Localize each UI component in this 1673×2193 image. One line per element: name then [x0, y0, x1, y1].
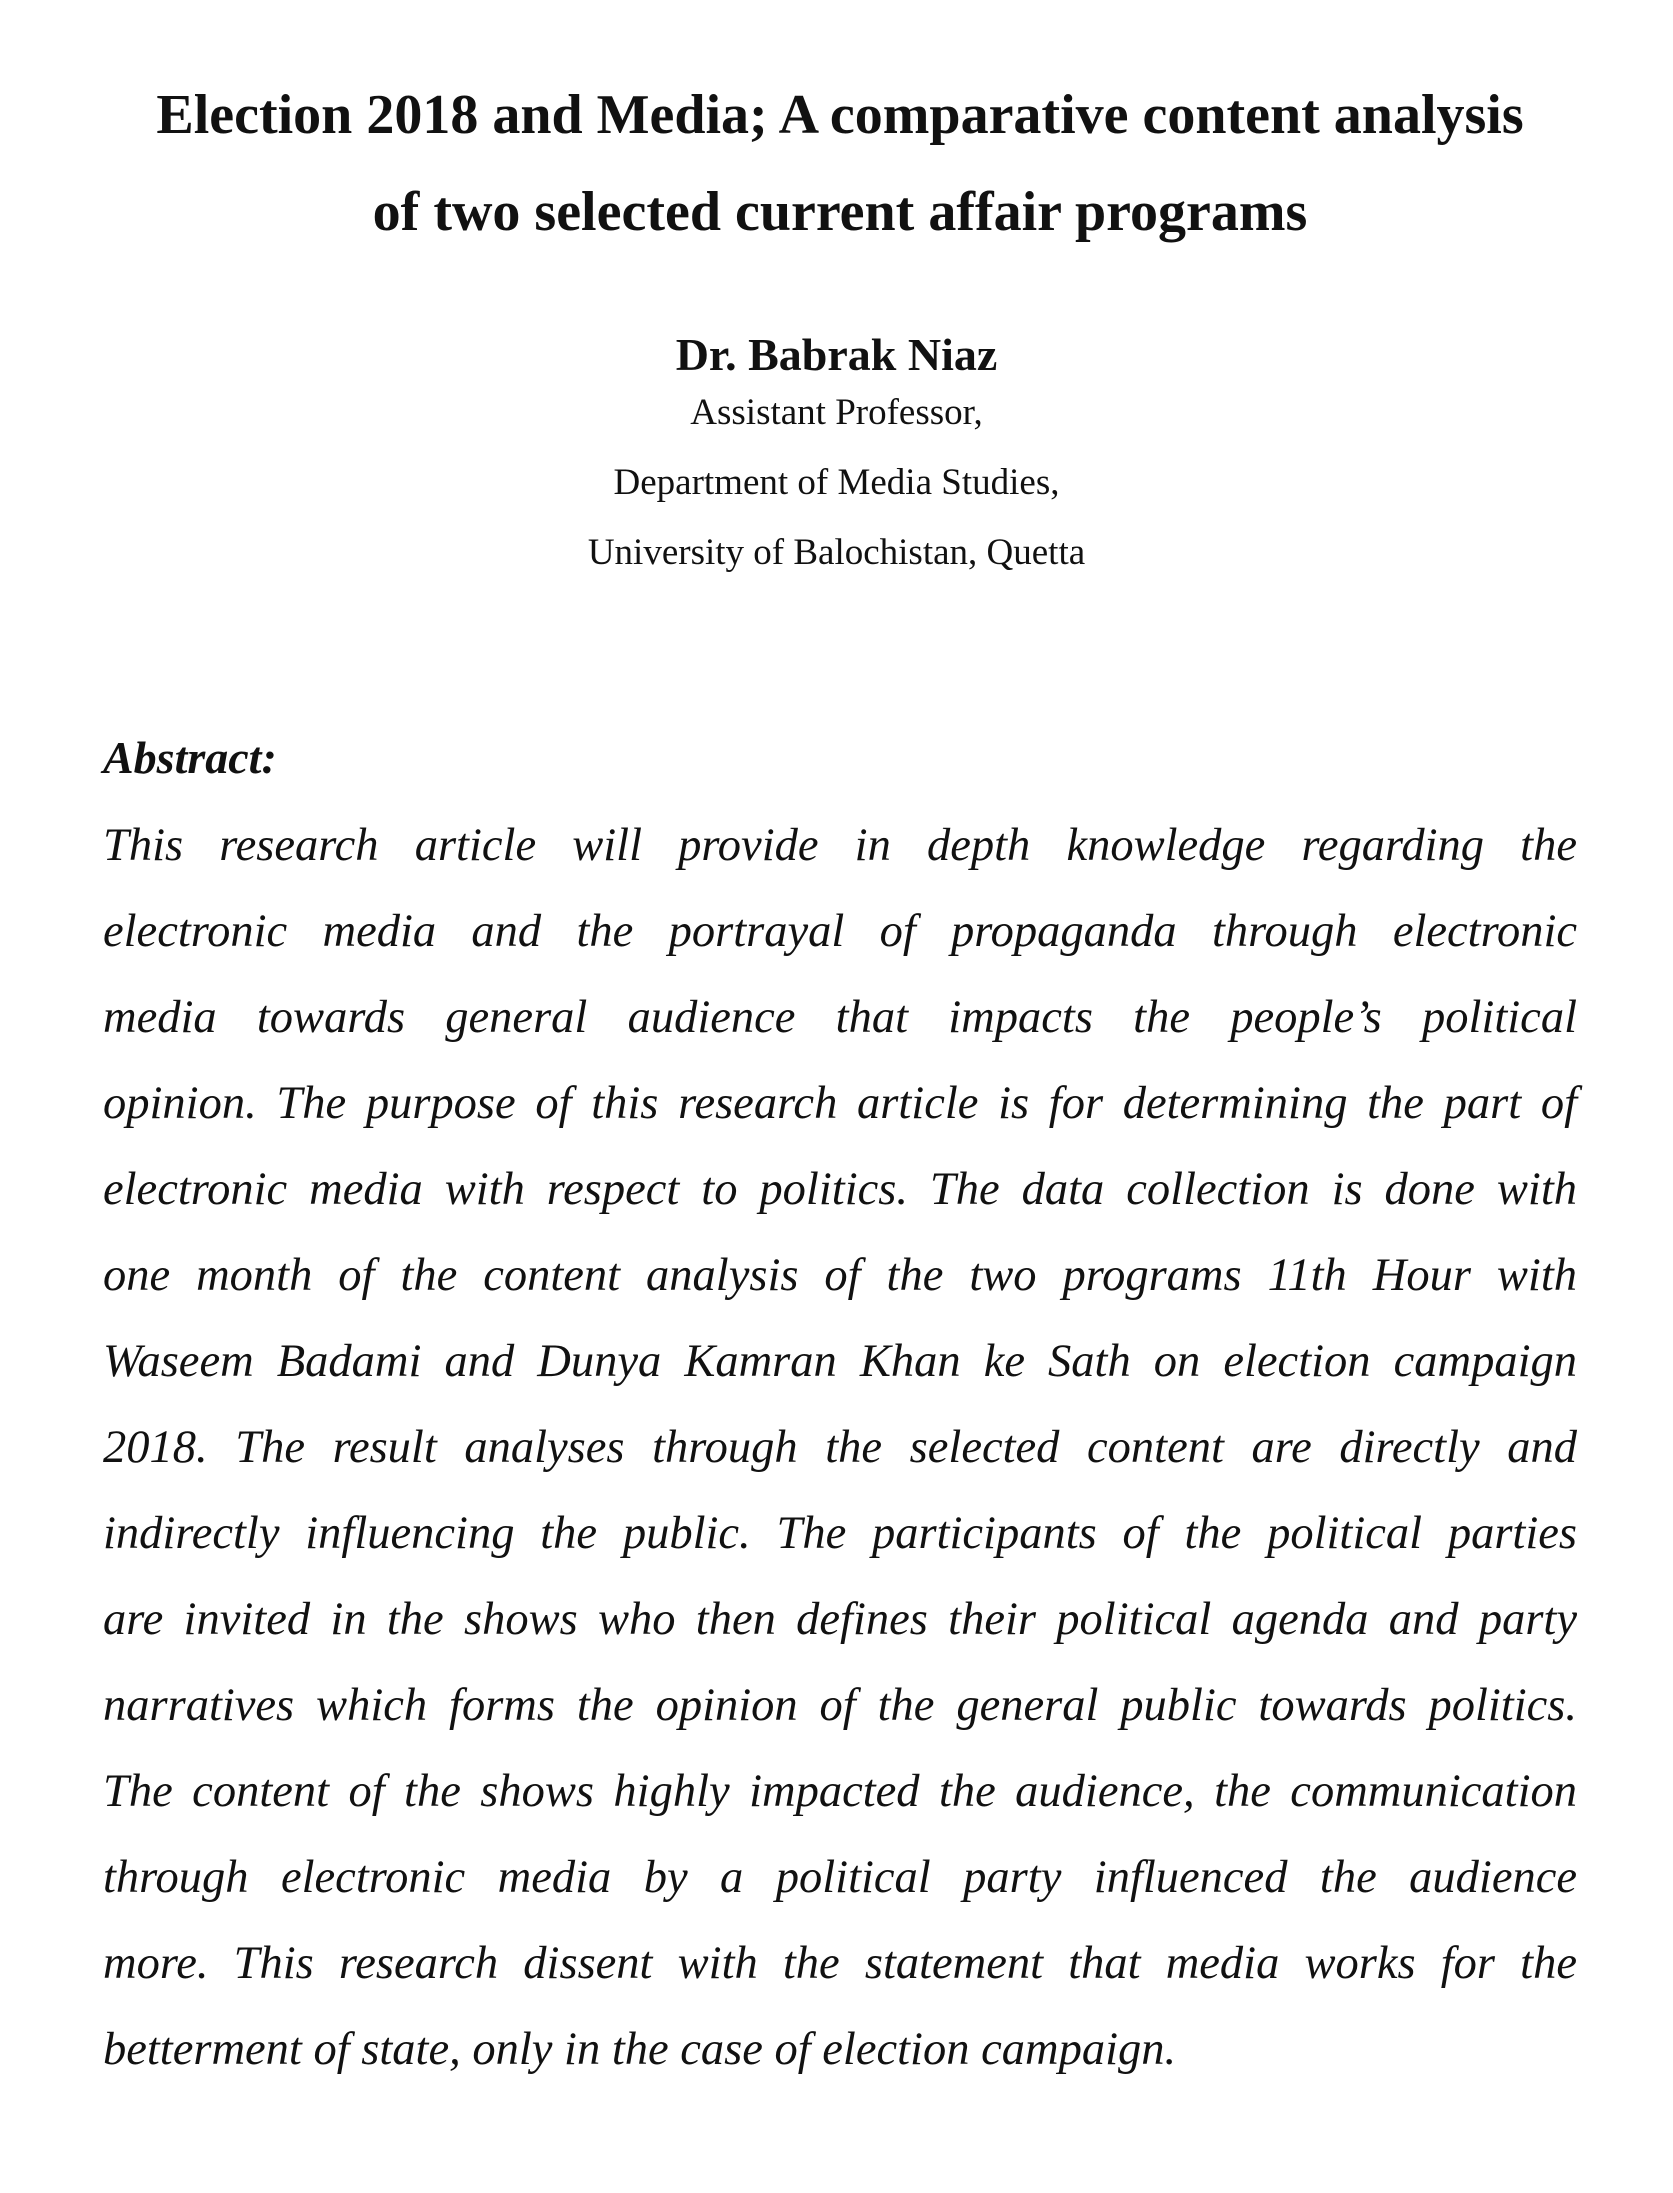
- abstract-line: The content of the shows highly impacted the audience, the communication: [103, 1766, 1577, 1817]
- abstract-heading: Abstract:: [103, 732, 277, 783]
- abstract-line-last: betterment of state, only in the case of election campaign.: [103, 2024, 1177, 2075]
- author-name: Dr. Babrak Niaz: [675, 329, 998, 380]
- abstract-body: [103, 803, 1577, 2093]
- abstract-line: more. This research dissent with the statement that media works for the: [103, 1938, 1577, 1989]
- abstract-line: electronic media and the portrayal of propaganda through electronic: [103, 906, 1577, 957]
- abstract-line: indirectly influencing the public. The participants of the political parties: [103, 1508, 1577, 1559]
- abstract-line: This research article will provide in depth knowledge regarding the: [103, 820, 1577, 871]
- abstract-line: Waseem Badami and Dunya Kamran Khan ke Sath on election campaign: [103, 1336, 1577, 1387]
- abstract-line: 2018. The result analyses through the selected content are directly and: [103, 1422, 1577, 1473]
- abstract-line: electronic media with respect to politics. The data collection is done with: [103, 1164, 1577, 1215]
- abstract-line: opinion. The purpose of this research article is for determining the part of: [103, 1078, 1577, 1129]
- author-department: Department of Media Studies,: [613, 462, 1060, 503]
- paper-title-line-1: Election 2018 and Media; A comparative content analysis: [156, 84, 1524, 146]
- author-position: Assistant Professor,: [690, 392, 983, 433]
- author-university: University of Balochistan, Quetta: [587, 532, 1086, 573]
- abstract-line: through electronic media by a political party influenced the audience: [103, 1852, 1577, 1903]
- abstract-line: media towards general audience that impacts the people’s political: [103, 992, 1577, 1043]
- abstract-line: one month of the content analysis of the two programs 11th Hour with: [103, 1250, 1577, 1301]
- abstract-line: narratives which forms the opinion of the general public towards politics.: [103, 1680, 1577, 1731]
- abstract-line: are invited in the shows who then defines their political agenda and party: [103, 1594, 1577, 1645]
- paper-title-line-2: of two selected current affair programs: [372, 181, 1308, 243]
